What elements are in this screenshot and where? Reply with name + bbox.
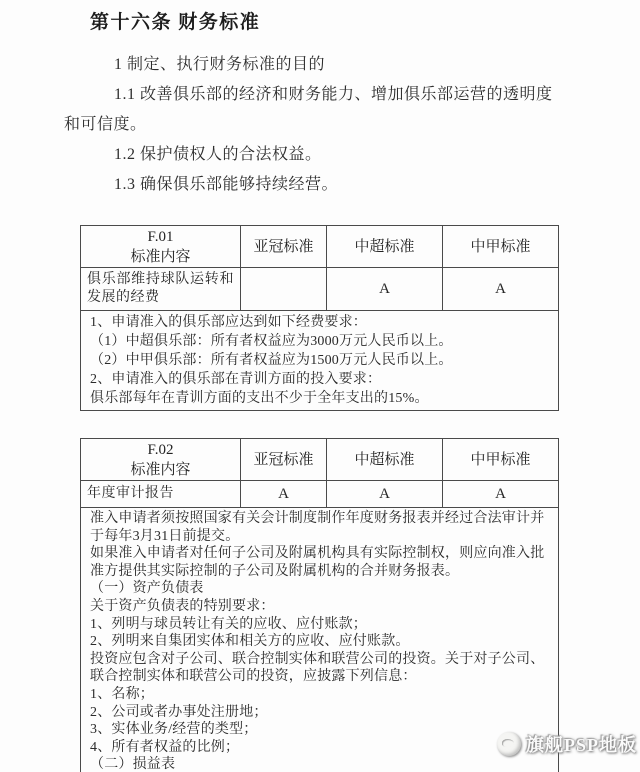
criterion-label: 年度审计报告 — [81, 481, 241, 508]
header-cell-csl: 中超标准 — [327, 226, 443, 268]
paragraph-1-3: 1.3 确保俱乐部能够持续经营。 — [114, 176, 339, 193]
note-line: 俱乐部每年在青训方面的支出不少于全年支出的15%。 — [90, 391, 429, 406]
header-cell-csl: 中超标准 — [327, 439, 443, 481]
note-line: 如果准入申请者对任何子公司及附属机构具有实际控制权，则应向准入批准方提供其实际控制的子公司及附属机构的合并财务报表。 — [90, 546, 545, 579]
note-line: 关于资产负债表的特别要求： — [90, 598, 275, 614]
table-notes-row — [81, 311, 559, 411]
table-header-row — [81, 226, 559, 268]
note-line: 投资应包含对子公司、联合控制实体和联营公司的投资。关于对子公司、联合控制实体和联营公司的投资，应披露下列信息： — [90, 651, 545, 685]
note-line: 4、所有者权益的比例； — [90, 739, 240, 755]
standards-table-f02 — [80, 438, 559, 772]
table-row — [81, 481, 559, 508]
table-code: F.02 — [147, 441, 174, 458]
header-cell-afc: 亚冠标准 — [241, 439, 327, 481]
table-code: F.01 — [147, 228, 174, 245]
note-line: 2、公司或者办事处注册地； — [90, 704, 268, 720]
paragraph-1-2: 1.2 保护债权人的合法权益。 — [114, 146, 322, 163]
note-line: 2、列明来自集团实体和相关方的应收、应付账款。 — [90, 634, 410, 650]
note-line: （1）中超俱乐部：所有者权益应为3000万元人民币以上。 — [90, 334, 453, 349]
note-line: （2）中甲俱乐部：所有者权益应为1500万元人民币以上。 — [90, 353, 453, 368]
header-cell-league1: 中甲标准 — [443, 226, 559, 268]
header-cell-code — [81, 439, 241, 481]
grade-afc: A — [241, 481, 327, 508]
header-cell-afc: 亚冠标准 — [241, 226, 327, 268]
note-line: 1、列明与球员转让有关的应收、应付账款； — [90, 616, 367, 632]
notes-cell — [81, 311, 559, 411]
grade-csl: A — [327, 268, 443, 311]
notes-cell — [81, 508, 559, 772]
watermark-text: 旗舰PSP地板 — [525, 735, 637, 755]
note-line: 准入申请者须按照国家有关会计制度制作年度财务报表并经过合法审计并于每年3月31日前提交。 — [90, 511, 545, 544]
table-notes-row — [81, 508, 559, 772]
table-header-row — [81, 439, 559, 481]
table-code-label: 标准内容 — [130, 248, 191, 265]
header-cell-league1: 中甲标准 — [443, 439, 559, 481]
header-cell-code — [81, 226, 241, 268]
criterion-label: 俱乐部维持球队运转和发展的经费 — [81, 268, 241, 311]
grade-league1: A — [443, 268, 559, 311]
standards-table-f01 — [80, 225, 559, 411]
grade-csl: A — [327, 481, 443, 508]
note-line: （一）资产负债表 — [90, 581, 204, 597]
note-line: 3、实体业务/经营的类型； — [90, 722, 258, 738]
grade-afc — [241, 268, 327, 311]
note-line: 2、申请准入的俱乐部在青训方面的投入要求： — [90, 372, 382, 387]
grade-league1: A — [443, 481, 559, 508]
note-line: 1、申请准入的俱乐部应达到如下经费要求： — [90, 315, 367, 330]
document-body — [64, 6, 560, 772]
note-line: 1、名称； — [90, 686, 154, 702]
note-line: （二）损益表 — [90, 757, 176, 772]
section-title: 第十六条 财务标准 — [90, 12, 261, 33]
paragraph-1-1: 1.1 改善俱乐部的经济和财务能力、增加俱乐部运营的透明度和可信度。 — [64, 86, 553, 133]
table-code-label: 标准内容 — [130, 461, 191, 478]
paragraph-purpose: 1 制定、执行财务标准的目的 — [114, 56, 326, 73]
table-row — [81, 268, 559, 311]
